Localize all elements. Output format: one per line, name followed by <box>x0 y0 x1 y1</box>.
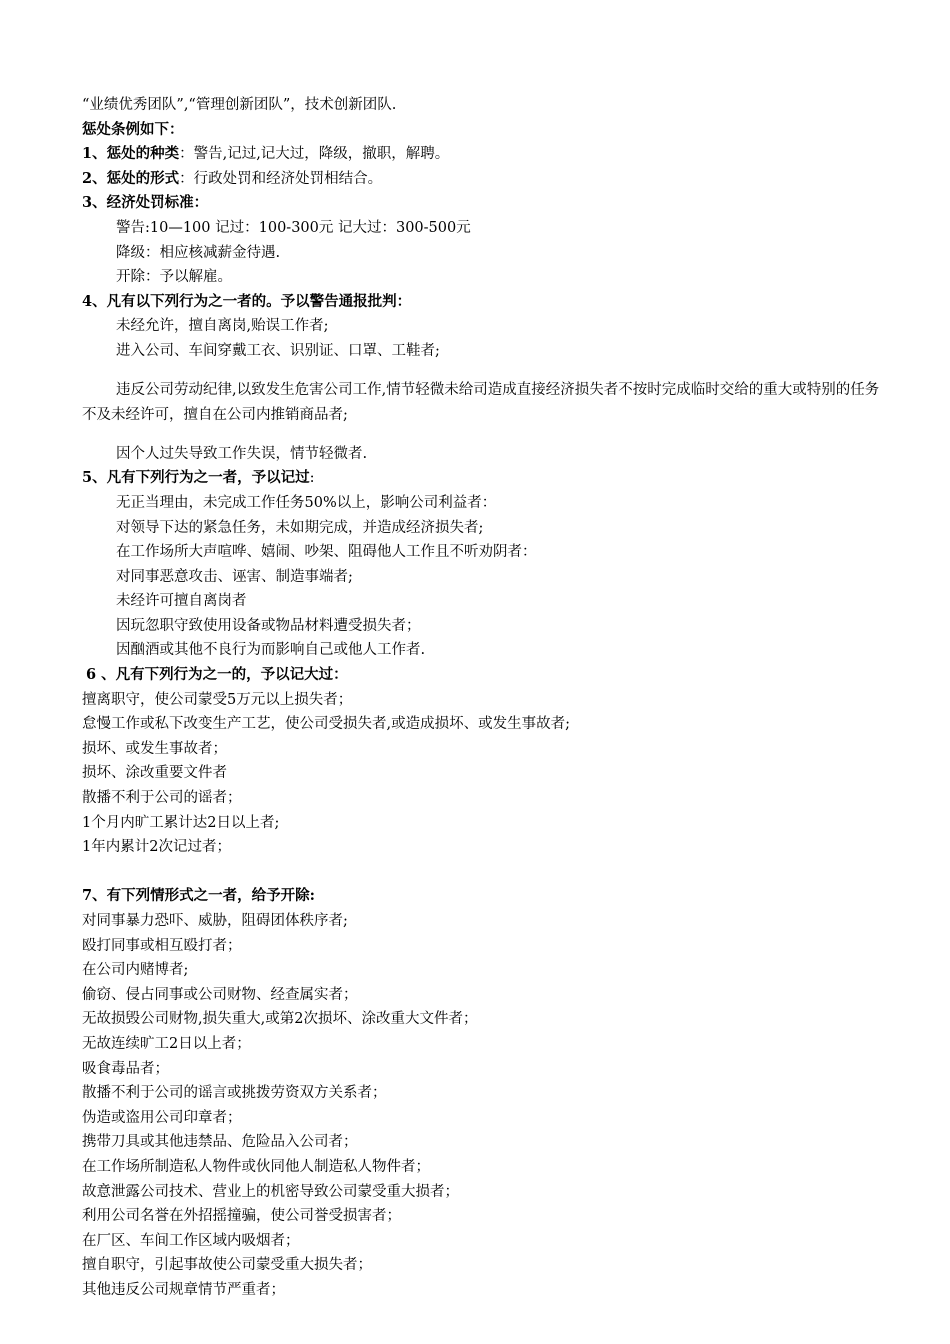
item7-detail-line: 吸食毒品者； <box>82 1060 169 1077</box>
document-body <box>82 93 882 1303</box>
item4-heading: 4、凡有以下列行为之一者的。予以警告通报批判： <box>82 292 412 310</box>
item5-detail-line: 对同事恶意攻击、诬害、制造事端者; <box>116 568 353 585</box>
item3-detail-line: 警告:10—100 记过：100-300元 记大过：300-500元 <box>116 219 471 236</box>
intro-line: “业绩优秀团队”,“管理创新团队”，技术创新团队. <box>82 97 397 113</box>
item4-detail-line: 进入公司、车间穿戴工衣、识别证、口罩、工鞋者; <box>116 342 440 359</box>
item3-detail-line: 降级：相应核减薪金待遇. <box>116 244 281 261</box>
item6-detail-line: 损坏、涂改重要文件者 <box>82 765 227 782</box>
item5-heading-line <box>82 466 882 491</box>
item2-title: 惩处的形式 <box>106 169 180 187</box>
item6-heading: 6 、凡有下列行为之一的，予以记大过： <box>86 666 348 684</box>
item1-number: 1、 <box>82 145 107 163</box>
item1-line <box>82 142 882 167</box>
item3-line <box>82 191 882 216</box>
item4-detail-paragraph: 违反公司劳动纪律,以致发生危害公司工作,情节轻微未给司造成直接经济损失者不按时完成临时交给的重大或特别的任务不及未经许可，擅自在公司内推销商品者; <box>82 382 880 423</box>
item6-detail-line: 擅离职守，使公司蒙受5万元以上损失者； <box>82 691 353 708</box>
item7-detail-line: 对同事暴力恐吓、威胁，阻碍团体秩序者; <box>82 913 348 929</box>
item7-detail-line: 在公司内赌博者; <box>82 962 189 979</box>
item5-heading: 5、凡有下列行为之一者，予以记过 <box>82 469 310 487</box>
item7-detail-line: 偷窃、侵占同事或公司财物、经查属实者； <box>82 986 358 1003</box>
item2-text: ：行政处罚和经济处罚相结合。 <box>179 170 383 187</box>
item6-detail-line: 1年内累计2次记过者； <box>82 839 231 856</box>
item5-detail-line: 无正当理由，未完成工作任务50%以上，影响公司利益者： <box>116 494 497 511</box>
item5-detail-line: 未经许可擅自离岗者 <box>116 593 247 610</box>
item7-heading: 7、有下列情形式之一者，给予开除: <box>82 887 315 905</box>
item7-detail-line: 利用公司名誉在外招摇撞骗，使公司誉受损害者； <box>82 1208 401 1225</box>
item7-detail-line: 其他违反公司规章情节严重者； <box>82 1281 285 1298</box>
item7-detail-line: 在厂区、车间工作区域内吸烟者； <box>82 1232 300 1249</box>
item2-number: 2、 <box>82 169 107 187</box>
item7-detail-line: 殴打同事或相互殴打者； <box>82 937 242 954</box>
item6-detail-line: 1个月内旷工累计达2日以上者; <box>82 814 280 831</box>
blank-line <box>82 860 882 885</box>
item1-text: ：警告,记过,记大过，降级，撤职，解聘。 <box>179 146 450 163</box>
item6-detail-line: 损坏、或发生事故者； <box>82 740 227 757</box>
item3-number: 3、 <box>82 194 107 212</box>
item1-title: 惩处的种类 <box>106 145 180 163</box>
item3-text: ： <box>193 194 209 212</box>
item5-detail-line: 因玩忽职守致使用设备或物品材料遭受损失者； <box>116 617 421 634</box>
item5-heading-suffix: : <box>309 470 315 487</box>
item7-detail-line: 无故损毁公司财物,损失重大,或第2次损坏、涂改重大文件者； <box>82 1011 478 1028</box>
item7-detail-line: 在工作场所制造私人物件或伙同他人制造私人物件者； <box>82 1158 430 1175</box>
item7-detail-line: 无故连续旷工2日以上者； <box>82 1035 251 1052</box>
item4-detail-line: 因个人过失导致工作失误，情节轻微者. <box>116 445 368 462</box>
item5-detail-line: 因酗酒或其他不良行为而影响自己或他人工作者. <box>116 642 426 659</box>
item7-detail-line: 携带刀具或其他违禁品、危险品入公司者； <box>82 1134 358 1151</box>
item7-detail-line: 散播不利于公司的谣言或挑拨劳资双方关系者； <box>82 1085 387 1102</box>
item4-detail-line: 未经允许，擅自离岗,贻误工作者; <box>116 318 329 335</box>
penalty-heading: 惩处条例如下： <box>82 120 184 138</box>
item6-detail-line: 散播不利于公司的谣者； <box>82 790 242 807</box>
item5-detail-line: 对领导下达的紧急任务，未如期完成，并造成经济损失者; <box>116 519 484 536</box>
item7-detail-line: 擅自职守，引起事故使公司蒙受重大损失者； <box>82 1257 372 1274</box>
item2-line <box>82 167 882 192</box>
item3-detail-line: 开除：予以解雇。 <box>116 269 232 286</box>
item5-detail-line: 在工作场所大声喧哗、嬉闹、吵架、阻碍他人工作且不听劝阴者： <box>116 544 537 561</box>
item3-title: 经济处罚标准 <box>106 194 194 212</box>
item7-detail-line: 伪造或盗用公司印章者； <box>82 1109 242 1126</box>
item6-detail-line: 怠慢工作或私下改变生产工艺，使公司受损失者,或造成损坏、或发生事故者; <box>82 716 570 733</box>
item7-detail-line: 故意泄露公司技术、营业上的机密导致公司蒙受重大损者； <box>82 1183 459 1200</box>
